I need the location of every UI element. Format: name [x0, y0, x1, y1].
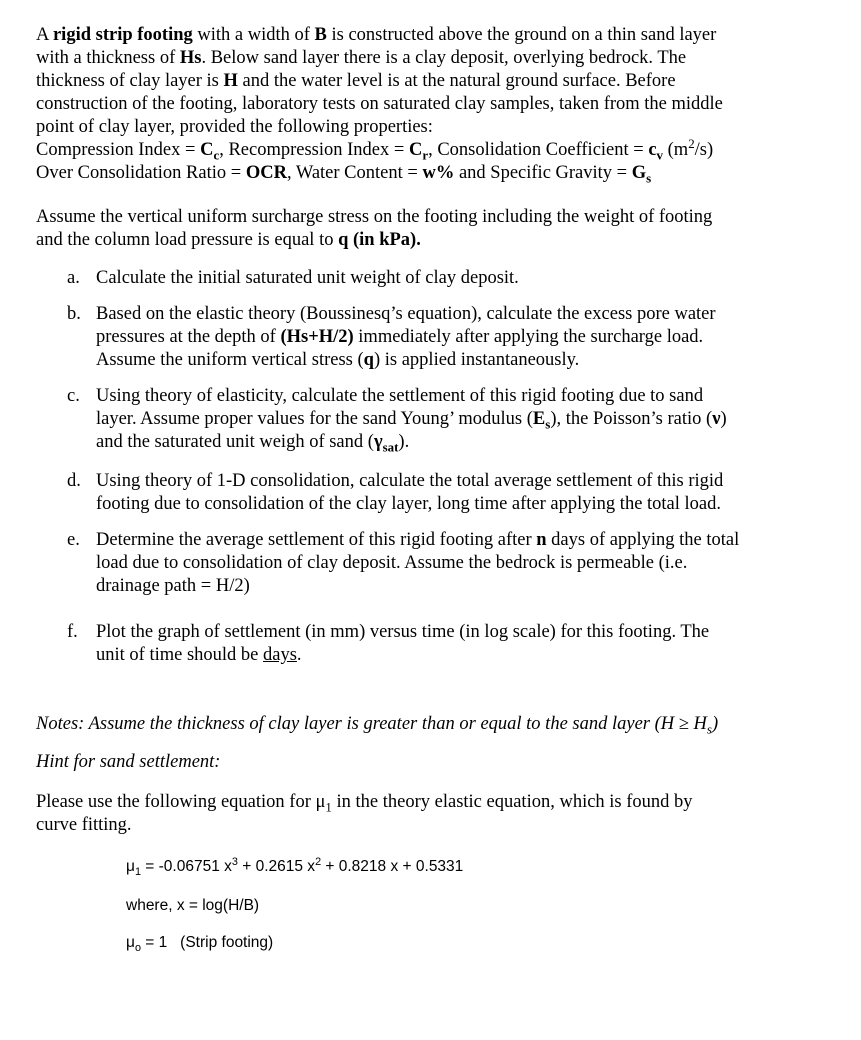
surcharge-line-1: Assume the vertical uniform surcharge stress on the footing including the weight of footing: [36, 207, 713, 227]
intro-line-2: with a thickness of Hs. Below sand layer there is a clay deposit, overlying bedrock. The: [36, 48, 687, 68]
question-text: load due to consolidation of clay deposit. Assume the bedrock is permeable (i.e.: [96, 553, 688, 573]
question-text: Assume the uniform vertical stress (q) is applied instantaneously.: [96, 350, 580, 370]
equation-mu1: $\mu_1 = -0.06751$ $x^3 + 0.2615$ $x^2 + 0.8218$ x + 0.5331: [126, 855, 464, 879]
intro-paragraph: [36, 24, 796, 185]
equation-mu0: $\mu_o = 1$ (Strip footing): [126, 934, 274, 955]
question-text: footing due to consolidation of the clay layer, long time after applying the total load.: [96, 494, 722, 514]
please-paragraph: [36, 791, 796, 837]
properties-line-2: Over Consolidation Ratio = OCR, Water Content = w% and Specific Gravity = $G_s$: [36, 163, 652, 186]
question-text: Using theory of 1-D consolidation, calculate the total average settlement of this rigid: [96, 471, 724, 491]
question-text: and the saturated unit weigh of sand $(\gamma_{sat})$.: [96, 432, 410, 455]
question-text: drainage path = H/2): [96, 576, 250, 596]
question-text: Plot the graph of settlement (in mm) versus time (in log scale) for this footing. The: [96, 622, 710, 642]
surcharge-paragraph: [36, 206, 796, 252]
question-text: pressures at the depth of (Hs+H/2) immediately after applying the surcharge load.: [96, 327, 704, 347]
question-text: unit of time should be days.: [96, 645, 302, 665]
hint-line: Hint for sand settlement:: [36, 752, 221, 772]
question-text: Determine the average settlement of this rigid footing after n days of applying the total: [96, 530, 740, 550]
question-label: b.: [67, 304, 81, 324]
question-text: Calculate the initial saturated unit weight of clay deposit.: [96, 268, 519, 288]
question-label: c.: [67, 386, 80, 406]
question-label: e.: [67, 530, 80, 550]
properties-line-1: Compression Index = $C_c$, Recompression Index = $C_r$, Consolidation Coefficient = $c_v$ $(m^2/s)$: [36, 135, 714, 163]
intro-line-3: thickness of clay layer is H and the water level is at the natural ground surface. Before: [36, 71, 676, 91]
please-line-2: curve fitting.: [36, 815, 132, 835]
question-label: f.: [67, 622, 78, 642]
intro-line-1: A rigid strip footing with a width of B is constructed above the ground on a thin sand layer: [36, 25, 717, 45]
notes-line: Notes: Assume the thickness of clay layer is greater than or equal to the sand layer $(H \ge H_s)$: [36, 714, 719, 737]
question-text: Based on the elastic theory (Boussinesq’s equation), calculate the excess pore water: [96, 304, 716, 324]
question-text: layer. Assume proper values for the sand Young’ modulus $(E_s)$, the Poisson’s ratio (ν): [96, 409, 727, 432]
problem-document: [36, 24, 796, 955]
question-text: Using theory of elasticity, calculate the settlement of this rigid footing due to sand: [96, 386, 704, 406]
question-label: a.: [67, 268, 80, 288]
question-label: d.: [67, 471, 81, 491]
please-line-1: Please use the following equation for $\mu_1$ in the theory elastic equation, which is found by: [36, 792, 693, 815]
intro-line-4: construction of the footing, laboratory tests on saturated clay samples, taken from the middle: [36, 94, 723, 114]
intro-line-5: point of clay layer, provided the following properties:: [36, 117, 433, 137]
surcharge-line-2: and the column load pressure is equal to q (in kPa).: [36, 230, 421, 250]
equation-x-definition: where, x = log(H/B): [126, 897, 260, 914]
